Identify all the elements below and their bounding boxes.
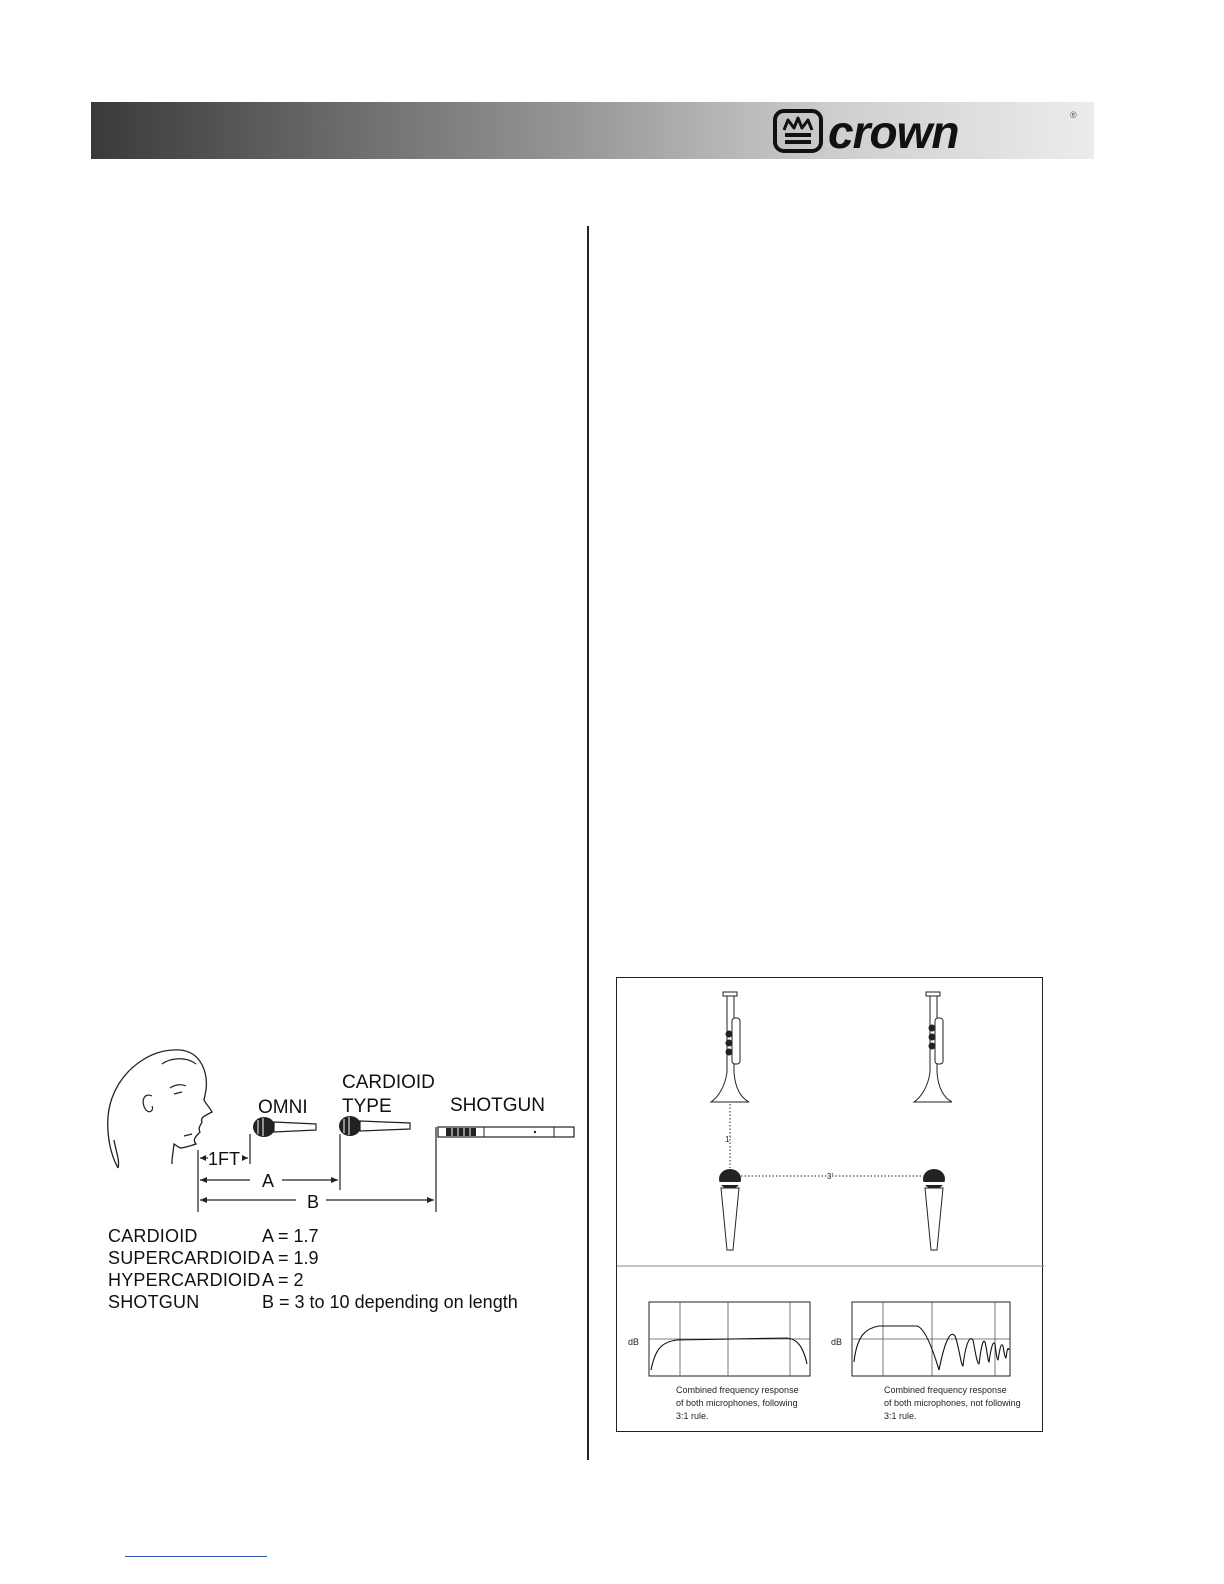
distance-value: A = 1.7 (262, 1226, 319, 1246)
mic-right-icon (923, 1169, 945, 1250)
table-row (108, 1247, 578, 1269)
mic-type: SHOTGUN (108, 1292, 200, 1312)
footer-link-underline[interactable] (125, 1556, 267, 1557)
table-row (108, 1291, 578, 1313)
caption-line: Combined frequency response (676, 1385, 799, 1395)
caption-line: 3:1 rule. (884, 1411, 917, 1421)
b-label: B (307, 1192, 320, 1212)
trumpet-left-icon (711, 992, 749, 1102)
db-label-left: dB (628, 1337, 640, 1347)
registered-mark: ® (1070, 110, 1077, 120)
table-row (108, 1225, 578, 1247)
logo-text: crown (828, 108, 959, 154)
caption-line: Combined frequency response (884, 1385, 1007, 1395)
omni-mic (253, 1117, 316, 1137)
cardioid-label: CARDIOID (342, 1072, 435, 1093)
cardioid-type-label: TYPE (342, 1096, 392, 1117)
mic-type: HYPERCARDIOID (108, 1270, 261, 1290)
distance-value: A = 1.9 (262, 1248, 319, 1268)
caption-following-rule (676, 1384, 826, 1423)
shotgun-mic (438, 1127, 574, 1137)
distance-value: B = 3 to 10 depending on length (262, 1292, 518, 1312)
db-label-right: dB (831, 1337, 843, 1347)
response-graph-following-rule (628, 1302, 810, 1376)
mic-left-icon (719, 1169, 741, 1250)
three-foot-label: 3' (827, 1172, 833, 1181)
mic-type: SUPERCARDIOID (108, 1248, 261, 1268)
omni-label: OMNI (258, 1097, 308, 1118)
trumpet-right-icon (914, 992, 952, 1102)
three-to-one-diagram (617, 978, 1044, 1433)
caption-line: of both microphones, following (676, 1398, 798, 1408)
crown-logo (772, 108, 1080, 154)
shotgun-label: SHOTGUN (450, 1095, 545, 1116)
caption-line: 3:1 rule. (676, 1411, 709, 1421)
caption-line: of both microphones, not following (884, 1398, 1021, 1408)
one-foot-label: 1' (725, 1135, 731, 1144)
distance-value: A = 2 (262, 1270, 304, 1290)
three-to-one-rule-figure (616, 977, 1043, 1432)
cardioid-mic (339, 1116, 410, 1136)
one-ft-label: 1FT (208, 1149, 241, 1169)
response-graph-not-following-rule (831, 1302, 1010, 1376)
mic-type: CARDIOID (108, 1226, 198, 1246)
table-row (108, 1269, 578, 1291)
a-label: A (262, 1171, 275, 1191)
distance-table (108, 1225, 578, 1313)
head-profile (108, 1050, 212, 1168)
caption-not-following-rule (884, 1384, 1044, 1423)
